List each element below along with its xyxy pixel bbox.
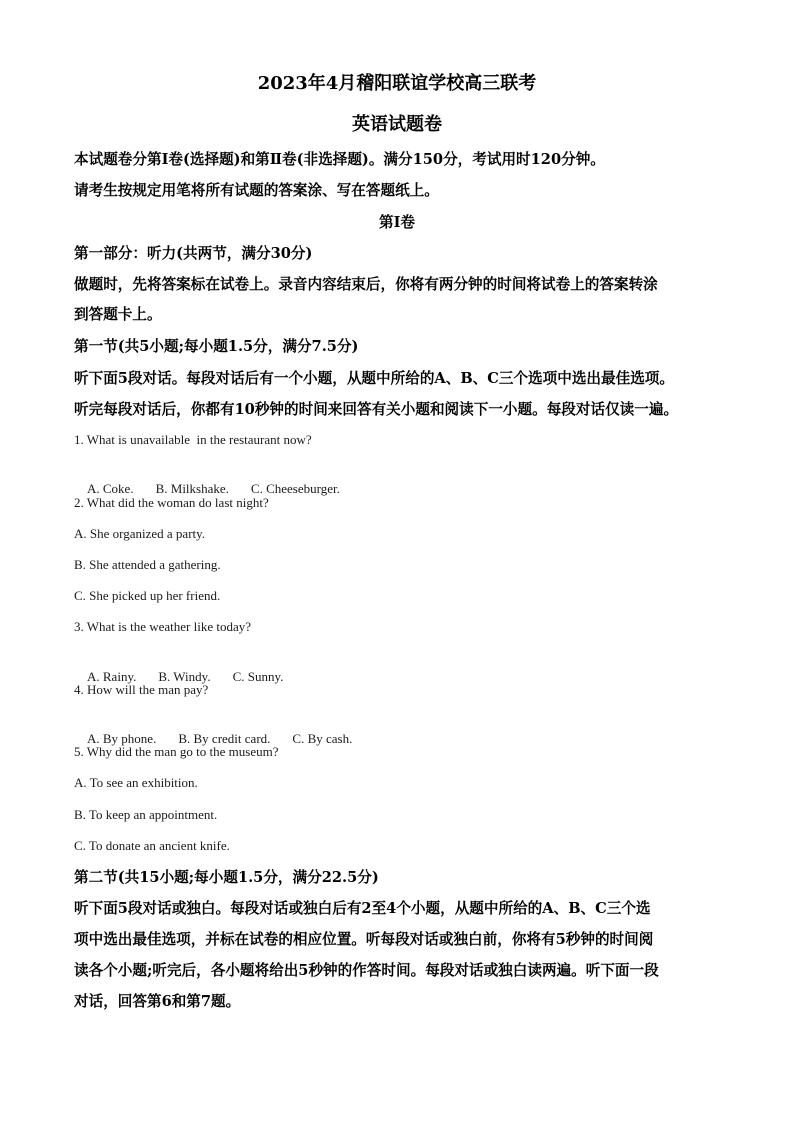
option-b: B. By credit card.	[178, 731, 271, 746]
option-a: A. To see an exhibition.	[74, 775, 198, 790]
instruction-line: 本试题卷分第Ⅰ卷(选择题)和第Ⅱ卷(非选择题)。满分150分，考试用时120分钟。	[74, 151, 605, 168]
part1-intro-line: 到答题卡上。	[74, 306, 162, 323]
part1-heading: 第一部分：听力(共两节，满分30分)	[74, 245, 313, 262]
section2-heading: 第二节(共15小题;每小题1.5分，满分22.5分)	[74, 869, 379, 886]
exam-subtitle: 英语试题卷	[352, 114, 442, 135]
section1-heading: 第一节(共5小题;每小题1.5分，满分7.5分)	[74, 338, 359, 355]
option-c: C. Cheeseburger.	[250, 481, 340, 496]
volume-title: 第Ⅰ卷	[378, 214, 415, 231]
option-b: B. Milkshake.	[155, 481, 229, 496]
option-a: A. By phone.	[87, 731, 157, 746]
instruction-line: 请考生按规定用笔将所有试题的答案涂、写在答题纸上。	[74, 182, 439, 199]
question-4: 4. How will the man pay?	[74, 682, 209, 697]
option-b: B. Windy.	[158, 669, 211, 684]
option-a: A. She organized a party.	[74, 526, 206, 541]
option-a: A. Rainy.	[87, 669, 137, 684]
option-c: C. Sunny.	[232, 669, 284, 684]
option-b: B. She attended a gathering.	[74, 557, 221, 572]
section2-intro-line: 对话，回答第6和第7题。	[74, 993, 241, 1010]
part1-intro-line: 做题时，先将答案标在试卷上。录音内容结束后，你将有两分钟的时间将试卷上的答案转涂	[74, 276, 658, 293]
option-b: B. To keep an appointment.	[74, 807, 218, 822]
question-3: 3. What is the weather like today?	[74, 619, 252, 634]
exam-title: 2023年4月稽阳联谊学校高三联考	[257, 73, 537, 94]
section2-intro-line: 项中选出最佳选项，并标在试卷的相应位置。听每段对话或独白前，你将有5秒钟的时间阅	[74, 931, 654, 948]
section1-intro-line: 听下面5段对话。每段对话后有一个小题，从题中所给的A、B、C三个选项中选出最佳选项。	[74, 370, 674, 387]
option-c: C. By cash.	[292, 731, 353, 746]
section1-intro-line: 听完每段对话后，你都有10秒钟的时间来回答有关小题和阅读下一小题。每段对话仅读一遍。	[74, 401, 679, 418]
question-2: 2. What did the woman do last night?	[74, 495, 269, 510]
option-c: C. She picked up her friend.	[74, 588, 221, 603]
option-a: A. Coke.	[87, 481, 134, 496]
section2-intro-line: 听下面5段对话或独白。每段对话或独白后有2至4个小题，从题中所给的A、B、C三个选	[74, 900, 651, 917]
section2-intro-line: 读各个小题;听完后，各小题将给出5秒钟的作答时间。每段对话或独白读两遍。听下面一段	[74, 962, 659, 979]
question-5: 5. Why did the man go to the museum?	[74, 744, 279, 759]
option-c: C. To donate an ancient knife.	[74, 838, 230, 853]
question-1: 1. What is unavailable in the restaurant now?	[74, 432, 312, 447]
